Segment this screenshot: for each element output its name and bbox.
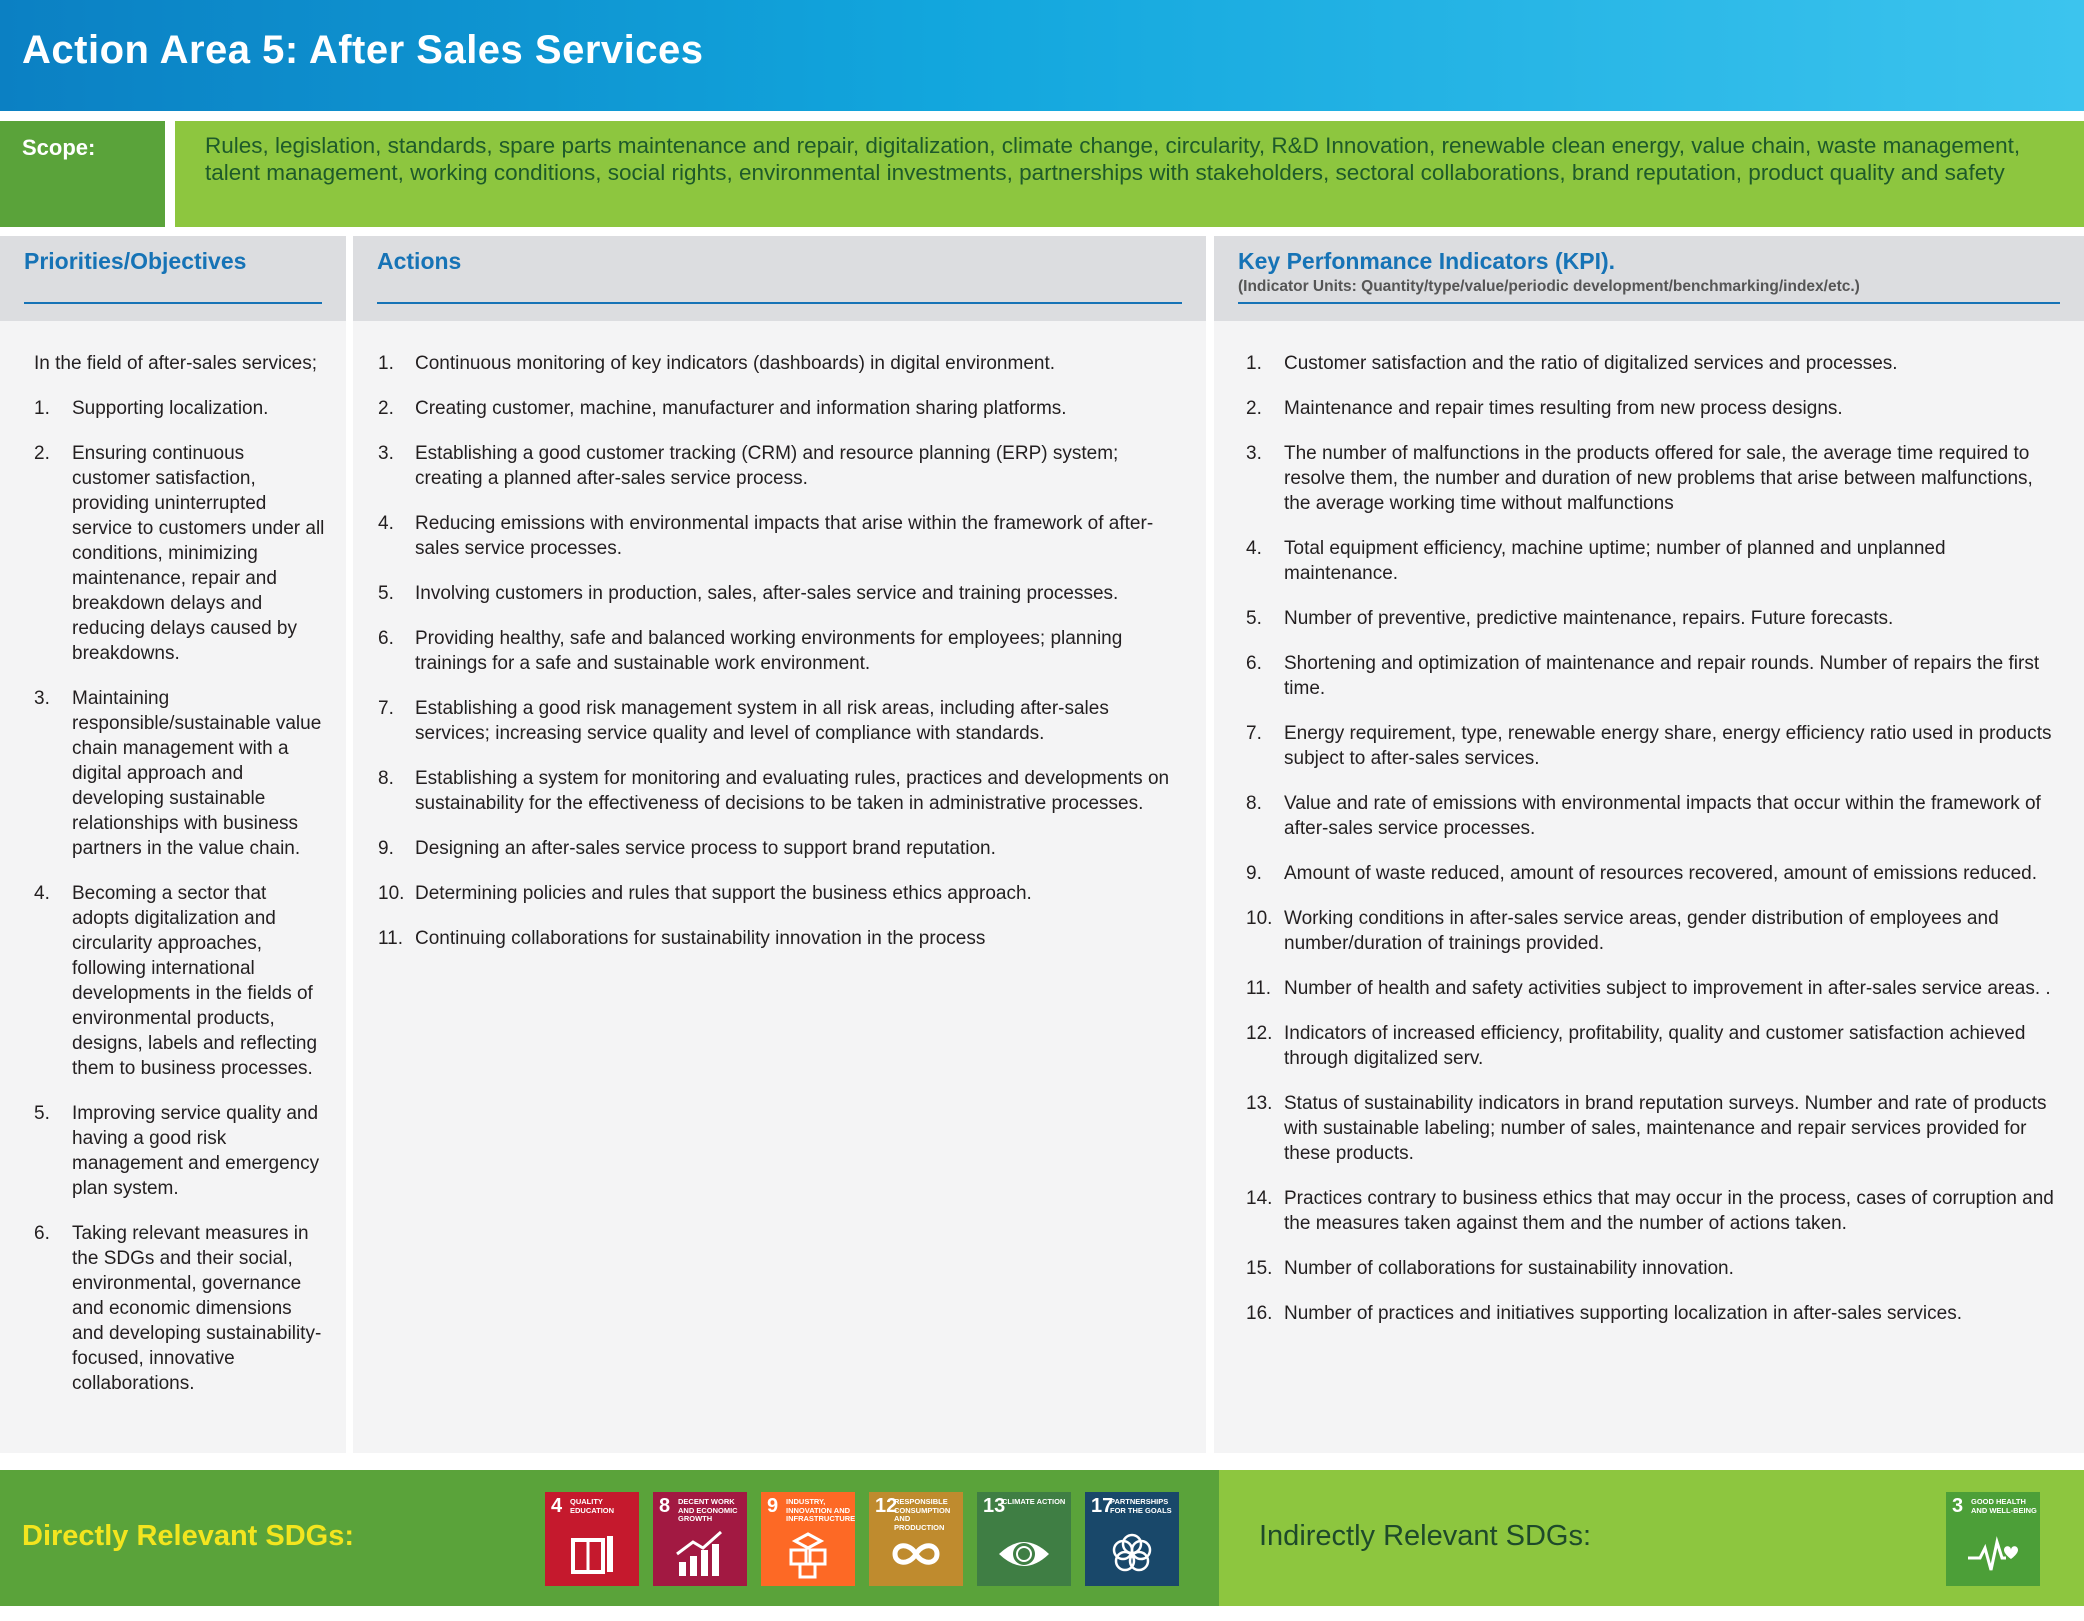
page-header (0, 0, 2084, 111)
list-item-text: Number of collaborations for sustainability innovation. (1284, 1258, 1734, 1279)
list-item-number: 15. (1246, 1258, 1273, 1279)
list-item-text: Establishing a system for monitoring and evaluating rules, practices and developments on sustainability for the effectiveness of decisions to be taken in administrative processes. (415, 768, 1170, 814)
list-item-text: Shortening and optimization of maintenance and repair rounds. Number of repairs the first time. (1284, 653, 2040, 699)
list-item-text: Status of sustainability indicators in brand reputation surveys. Number and rate of products with sustainable labeling; number of sales, maintenance and repair services provided for these products. (1284, 1093, 2047, 1164)
list-item-text: Number of preventive, predictive maintenance, repairs. Future forecasts. (1284, 608, 1894, 629)
list-item (378, 396, 1176, 421)
list-item-text: Taking relevant measures in the SDGs and their social, environmental, governance and economic dimensions and developing sustainability-focused, innovative collaborations. (72, 1223, 322, 1394)
list-item (34, 1101, 326, 1201)
sdg-title: INDUSTRY, INNOVATION AND INFRASTRUCTURE (786, 1497, 856, 1523)
list-item (378, 581, 1176, 606)
list-item-number: 6. (1246, 653, 1262, 674)
list-item-text: Becoming a sector that adopts digitalization and circularity approaches, following international developments in the fields of environmental products, designs, labels and reflecting them to business processes. (72, 883, 318, 1079)
list-item-text: Establishing a good risk management system in all risk areas, including after-sales services; increasing service quality and level of compliance with standards. (415, 698, 1109, 744)
list-item-number: 9. (1246, 863, 1262, 884)
list-item-text: Indicators of increased efficiency, profitability, quality and customer satisfaction achieved through digitalized serv. (1284, 1023, 2026, 1069)
list-item (1246, 1091, 2058, 1166)
list-item-text: Continuous monitoring of key indicators (dashboards) in digital environment. (415, 353, 1056, 374)
list-item-text: Ensuring continuous customer satisfaction, providing uninterrupted service to customers under all conditions, minimizing maintenance, repair and breakdown delays and reducing delays caused by breakdowns. (72, 443, 325, 664)
list-item-text: Value and rate of emissions with environmental impacts that occur within the framework of after-sales service processes. (1284, 793, 2041, 839)
list-item-text: Designing an after-sales service process to support brand reputation. (415, 838, 996, 859)
list-item (378, 881, 1176, 906)
priorities-column (0, 236, 346, 1453)
sdg-tile (545, 1492, 639, 1586)
list-item-number: 6. (378, 628, 394, 649)
list-item-number: 7. (378, 698, 394, 719)
list-item (1246, 1256, 2058, 1281)
list-item-number: 11. (1246, 978, 1272, 999)
list-item-number: 3. (34, 688, 50, 709)
priorities-list (0, 396, 346, 1396)
sdg-number: 8 (659, 1495, 671, 1517)
page-title: Action Area 5: After Sales Services (22, 28, 704, 72)
list-item-number: 5. (378, 583, 394, 604)
sdg-tile (1085, 1492, 1179, 1586)
indirect-sdgs-label: Indirectly Relevant SDGs: (1259, 1520, 1592, 1552)
list-item (378, 926, 1176, 951)
actions-list (353, 351, 1206, 951)
list-item-number: 5. (1246, 608, 1262, 629)
list-item-number: 14. (1246, 1188, 1273, 1209)
sdg-tile (653, 1492, 747, 1586)
list-item-number: 4. (1246, 538, 1262, 559)
list-item-text: Energy requirement, type, renewable energy share, energy efficiency ratio used in products subject to after-sales services. (1284, 723, 2052, 769)
sdg-title: CLIMATE ACTION (1002, 1497, 1066, 1506)
sdg-tile (977, 1492, 1071, 1586)
sdg-number: 9 (767, 1495, 779, 1517)
list-item-text: Continuing collaborations for sustainability innovation in the process (415, 928, 986, 949)
sdg-title: PARTNERSHIPS FOR THE GOALS (1110, 1497, 1172, 1515)
list-item-text: Creating customer, machine, manufacturer and information sharing platforms. (415, 398, 1067, 419)
list-item-number: 16. (1246, 1303, 1273, 1324)
list-item-number: 8. (1246, 793, 1262, 814)
kpi-title: Key Perfonmance Indicators (KPI). (1238, 248, 1616, 274)
list-item-number: 13. (1246, 1093, 1273, 1114)
list-item (378, 696, 1176, 746)
kpi-header (1214, 236, 2084, 321)
list-item-number: 8. (378, 768, 394, 789)
list-item (378, 766, 1176, 816)
list-item (1246, 791, 2058, 841)
list-item-text: Supporting localization. (72, 398, 269, 419)
list-item (378, 351, 1176, 376)
list-item-text: Number of practices and initiatives supporting localization in after-sales services. (1284, 1303, 1962, 1324)
list-item (34, 881, 326, 1081)
list-item (378, 511, 1176, 561)
priorities-title: Priorities/Objectives (24, 248, 247, 274)
kpi-subtitle: (Indicator Units: Quantity/type/value/periodic development/benchmarking/index/etc.) (1238, 278, 1860, 295)
list-item (378, 626, 1176, 676)
list-item-text: Maintenance and repair times resulting from new process designs. (1284, 398, 1843, 419)
list-item-number: 3. (1246, 443, 1262, 464)
sdg-title: QUALITY EDUCATION (570, 1497, 615, 1515)
list-item-text: Maintaining responsible/sustainable value chain management with a digital approach and developing sustainable relationships with business partners in the value chain. (72, 688, 322, 859)
scope-label: Scope: (22, 135, 96, 160)
list-item-text: Improving service quality and having a good risk management and emergency plan system. (72, 1103, 320, 1199)
sdg-number: 3 (1952, 1495, 1964, 1517)
list-item (34, 441, 326, 666)
list-item (1246, 1301, 2058, 1326)
list-item-number: 2. (34, 443, 50, 464)
list-item-number: 3. (378, 443, 394, 464)
sdg-title: DECENT WORK AND ECONOMIC GROWTH (678, 1497, 738, 1523)
list-item-number: 9. (378, 838, 394, 859)
header-divider (377, 302, 1182, 304)
scope-label-box (0, 121, 165, 227)
list-item (1246, 976, 2058, 1001)
sdg-number: 13 (983, 1495, 1006, 1517)
sdg-number: 12 (875, 1495, 898, 1517)
list-item-text: Involving customers in production, sales, after-sales service and training processes. (415, 583, 1119, 604)
list-item-text: Number of health and safety activities subject to improvement in after-sales service areas. . (1284, 978, 2051, 999)
list-item (34, 396, 326, 421)
priorities-header (0, 236, 346, 321)
sdg-title: RESPONSIBLE CONSUMPTION AND PRODUCTION (894, 1497, 951, 1532)
list-item-text: Establishing a good customer tracking (CRM) and resource planning (ERP) system; creating a planned after-sales service process. (415, 443, 1119, 489)
list-item-number: 4. (34, 883, 50, 904)
list-item (378, 836, 1176, 861)
header-divider (24, 302, 322, 304)
sdg-tile (761, 1492, 855, 1586)
list-item-number: 6. (34, 1223, 50, 1244)
list-item-text: The number of malfunctions in the products offered for sale, the average time required to resolve them, the number and duration of new problems that arise between malfunctions, the average working time without malfunctions (1284, 443, 2033, 514)
direct-sdgs-label: Directly Relevant SDGs: (22, 1520, 355, 1552)
list-item (1246, 1186, 2058, 1236)
kpi-column (1214, 236, 2084, 1453)
list-item-number: 11. (378, 928, 404, 949)
list-item-text: Total equipment efficiency, machine uptime; number of planned and unplanned maintenance. (1284, 538, 1946, 584)
sdg-number: 17 (1091, 1495, 1114, 1517)
list-item (1246, 861, 2058, 886)
list-item-number: 1. (34, 398, 50, 419)
list-item (1246, 536, 2058, 586)
list-item (34, 686, 326, 861)
scope-text: Rules, legislation, standards, spare parts maintenance and repair, digitalization, climate change, circularity, R&D Innovation, renewable clean energy, value chain, waste management, talent management, working conditions, social rights, environmental investments, partnerships with stakeholders, sectoral collaborations, brand reputation, product quality and safety (205, 133, 2021, 185)
sdg-tile (1946, 1492, 2040, 1586)
actions-header (353, 236, 1206, 321)
actions-column (353, 236, 1206, 1453)
list-item-number: 2. (1246, 398, 1262, 419)
sdg-tile (869, 1492, 963, 1586)
actions-title: Actions (377, 248, 462, 274)
list-item-number: 1. (378, 353, 394, 374)
list-item (1246, 1021, 2058, 1071)
list-item (1246, 721, 2058, 771)
list-item-number: 5. (34, 1103, 50, 1124)
list-item (1246, 906, 2058, 956)
list-item-number: 1. (1246, 353, 1262, 374)
list-item-number: 4. (378, 513, 394, 534)
list-item-text: Customer satisfaction and the ratio of digitalized services and processes. (1284, 353, 1898, 374)
list-item-number: 2. (378, 398, 394, 419)
priorities-intro: In the field of after-sales services; (34, 353, 318, 374)
list-item (34, 1221, 326, 1396)
list-item (1246, 396, 2058, 421)
list-item-number: 10. (378, 883, 405, 904)
sdg-number: 4 (551, 1495, 563, 1517)
list-item-number: 7. (1246, 723, 1262, 744)
list-item-number: 10. (1246, 908, 1273, 929)
scope-text-box (175, 121, 2084, 227)
list-item-text: Practices contrary to business ethics that may occur in the process, cases of corruption and the measures taken against them and the number of actions taken. (1284, 1188, 2054, 1234)
list-item (1246, 651, 2058, 701)
list-item-number: 12. (1246, 1023, 1273, 1044)
list-item-text: Reducing emissions with environmental impacts that arise within the framework of after-sales service processes. (415, 513, 1154, 559)
sdg-title: GOOD HEALTH AND WELL-BEING (1971, 1497, 2037, 1515)
list-item (378, 441, 1176, 491)
list-item (1246, 606, 2058, 631)
header-divider (1238, 302, 2060, 304)
list-item (1246, 351, 2058, 376)
list-item-text: Determining policies and rules that support the business ethics approach. (415, 883, 1032, 904)
list-item (1246, 441, 2058, 516)
list-item-text: Providing healthy, safe and balanced working environments for employees; planning trainings for a safe and sustainable work environment. (415, 628, 1123, 674)
kpi-list (1214, 351, 2084, 1326)
list-item-text: Working conditions in after-sales service areas, gender distribution of employees and number/duration of trainings provided. (1284, 908, 1999, 954)
list-item-text: Amount of waste reduced, amount of resources recovered, amount of emissions reduced. (1284, 863, 2038, 884)
